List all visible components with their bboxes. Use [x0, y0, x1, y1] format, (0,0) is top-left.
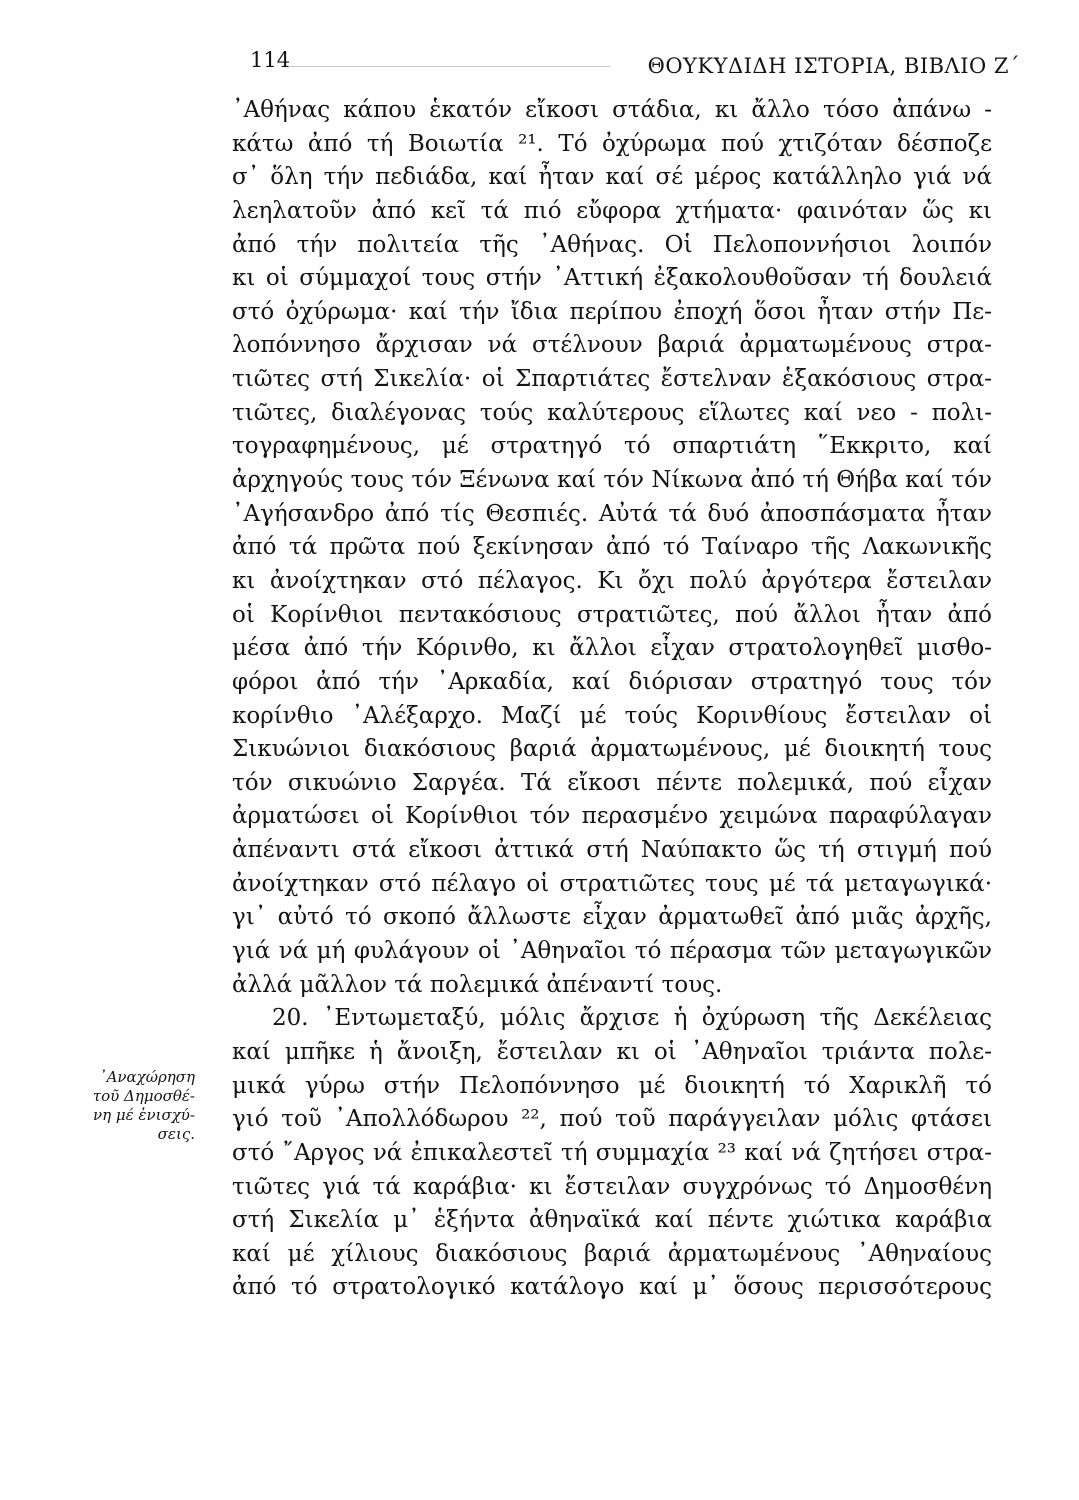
margin-note-line: νη μέ ἐνισχύ-	[92, 1106, 195, 1124]
text-line: ᾿Αθήνας κάπου ἑκατόν εἴκοσι στάδια, κι ἄλλο τόσο ἀπάνω -	[232, 97, 992, 123]
text-line: τόν σικυώνιο Σαργέα. Τά εἴκοσι πέντε πολεμικά, πού εἶχαν	[232, 769, 992, 796]
text-line: γιό τοῦ ᾿Απολλόδωρου ²², πού τοῦ παράγγειλαν μόλις φτάσει	[232, 1106, 992, 1133]
text-line: μικά γύρω στήν Πελοπόννησο μέ διοικητή τό Χαρικλῆ τό	[232, 1072, 992, 1099]
text-line: κι ἀνοίχτηκαν στό πέλαγος. Κι ὄχι πολύ ἀργότερα ἔστειλαν	[232, 567, 992, 594]
text-line: τιῶτες, διαλέγονας τούς καλύτερους εἵλωτες καί νεο - πολι-	[232, 399, 992, 426]
text-line: 20. ᾿Εντωμεταξύ, μόλις ἄρχισε ἡ ὀχύρωση τῆς Δεκέλειας	[272, 1005, 992, 1032]
header-rule	[290, 66, 610, 67]
text-line: στό ὀχύρωμα· καί τήν ἴδια περίπου ἐποχή ὅσοι ἦταν στήν Πε-	[232, 298, 992, 325]
page-header	[250, 44, 1020, 84]
text-line: τιῶτες γιά τά καράβια· κι ἔστειλαν συγχρόνως τό Δημοσθένη	[232, 1173, 992, 1200]
text-line: μέσα ἀπό τήν Κόρινθο, κι ἄλλοι εἶχαν στρατολογηθεῖ μισθο-	[232, 635, 992, 662]
margin-note-line: σεις.	[157, 1125, 195, 1143]
body-text	[232, 94, 992, 1305]
text-line: ἀπέναντι στά εἴκοσι ἀττικά στή Ναύπακτο ὥς τή στιγμή πού	[232, 837, 992, 864]
text-line: τιῶτες στή Σικελία· οἱ Σπαρτιάτες ἔστελναν ἑξακόσιους στρα-	[232, 366, 992, 393]
text-line: ἀπό τά πρῶτα πού ξεκίνησαν ἀπό τό Ταίναρο τῆς Λακωνικῆς	[232, 534, 992, 561]
text-line: οἱ Κορίνθιοι πεντακόσιους στρατιῶτες, πού ἄλλοι ἦταν ἀπό	[232, 601, 992, 628]
text-line: σ᾿ ὅλη τήν πεδιάδα, καί ἦταν καί σέ μέρος κατάλληλο γιά νά	[232, 164, 992, 191]
text-line: γι᾿ αὐτό τό σκοπό ἄλλωστε εἶχαν ἀρματωθεῖ ἀπό μιᾶς ἀρχῆς,	[232, 904, 992, 931]
text-line: ἀρχηγούς τους τόν Ξένωνα καί τόν Νίκωνα ἀπό τή Θήβα καί τόν	[232, 467, 992, 494]
text-line: ἀνοίχτηκαν στό πέλαγο οἱ στρατιῶτες τους μέ τά μεταγωγικά·	[232, 870, 992, 897]
text-line: φόροι ἀπό τήν ᾿Αρκαδία, καί διόρισαν στρατηγό τους τόν	[232, 668, 992, 695]
text-line: λοπόννησο ἄρχισαν νά στέλνουν βαριά ἀρματωμένους στρα-	[232, 332, 992, 359]
text-line: τογραφημένους, μέ στρατηγό τό σπαρτιάτη ῞Εκκριτο, καί	[232, 433, 992, 460]
page-number: 114	[250, 48, 291, 72]
running-title: ΘΟΥΚΥΔΙΔΗ ΙΣΤΟΡΙΑ, ΒΙΒΛΙΟ Ζ΄	[647, 54, 1020, 78]
text-line: κορίνθιο ᾿Αλέξαρχο. Μαζί μέ τούς Κορινθίους ἔστειλαν οἱ	[232, 702, 992, 729]
margin-note-line: ᾿Αναχώρηση	[99, 1068, 195, 1086]
text-line: κι οἱ σύμμαχοί τους στήν ᾿Αττική ἐξακολουθοῦσαν τή δουλειά	[232, 265, 992, 292]
text-line: ἀπό τήν πολιτεία τῆς ᾿Αθήνας. Οἱ Πελοποννήσιοι λοιπόν	[232, 231, 992, 258]
text-line: κάτω ἀπό τή Βοιωτία ²¹. Τό ὀχύρωμα πού χτιζόταν δέσποζε	[232, 130, 992, 157]
text-line: καί μπῆκε ἡ ἄνοιξη, ἔστειλαν κι οἱ ᾿Αθηναῖοι τριάντα πολε-	[232, 1038, 992, 1065]
margin-note-line: τοῦ Δημοσθέ-	[92, 1087, 195, 1105]
text-line: γιά νά μή φυλάγουν οἱ ᾿Αθηναῖοι τό πέρασμα τῶν μεταγωγικῶν	[232, 938, 992, 965]
text-line: στή Σικελία μ᾿ ἑξήντα ἀθηναϊκά καί πέντε χιώτικα καράβια	[232, 1207, 992, 1234]
text-line: ἀπό τό στρατολογικό κατάλογο καί μ᾿ ὅσους περισσότερους	[232, 1274, 992, 1301]
text-line: στό ῎Αργος νά ἐπικαλεστεῖ τή συμμαχία ²³ καί νά ζητήσει στρα-	[232, 1139, 992, 1166]
margin-note	[60, 1068, 195, 1144]
text-line: Σικυώνιοι διακόσιους βαριά ἀρματωμένους, μέ διοικητή τους	[232, 736, 992, 763]
text-line: λεηλατοῦν ἀπό κεῖ τά πιό εὔφορα χτήματα· φαινόταν ὥς κι	[232, 197, 992, 224]
text-line: ἀρματώσει οἱ Κορίνθιοι τόν περασμένο χειμώνα παραφύλαγαν	[232, 803, 992, 830]
text-line: καί μέ χίλιους διακόσιους βαριά ἀρματωμένους ᾿Αθηναίους	[232, 1240, 992, 1267]
text-line: ἀλλά μᾶλλον τά πολεμικά ἀπέναντί τους.	[232, 971, 723, 998]
text-line: ᾿Αγήσανδρο ἀπό τίς Θεσπιές. Αὐτά τά δυό ἀποσπάσματα ἦταν	[232, 500, 992, 527]
